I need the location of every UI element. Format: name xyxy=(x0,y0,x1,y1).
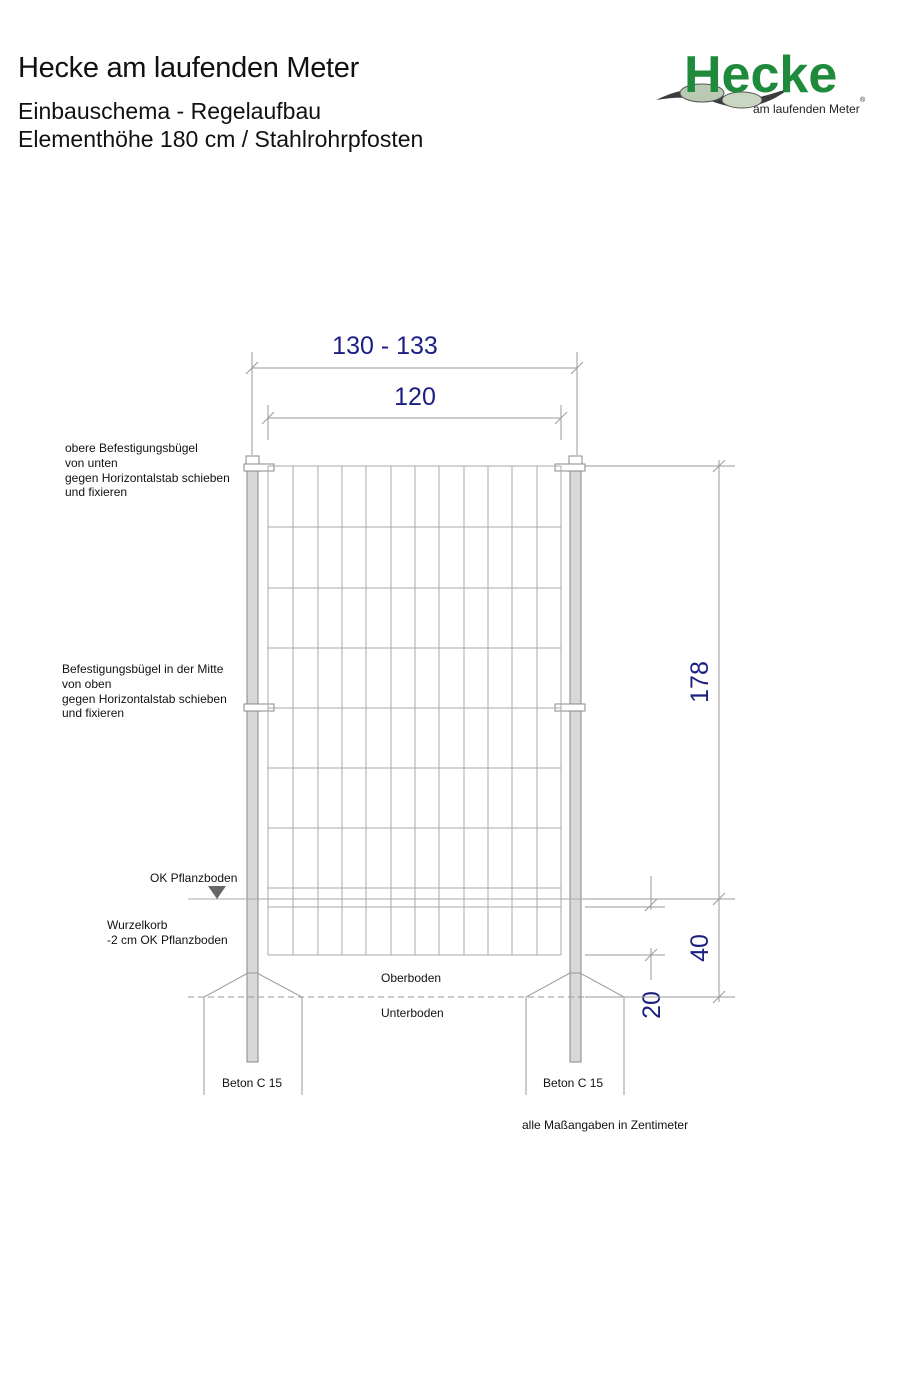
dim-overall-width: 130 - 133 xyxy=(332,332,438,360)
note-line: und fixieren xyxy=(65,485,128,499)
note-line: von oben xyxy=(62,677,112,691)
post-right xyxy=(569,456,582,1062)
page-title: Hecke am laufenden Meter xyxy=(18,52,359,84)
clamp-upper-left xyxy=(244,464,274,471)
note-line: und fixieren xyxy=(62,706,125,720)
note-line: -2 cm OK Pflanzboden xyxy=(107,933,228,947)
page-subtitle: Einbauschema - Regelaufbau xyxy=(18,98,322,124)
dim-topsoil-depth: 20 xyxy=(638,991,666,1019)
dim-root-depth: 40 xyxy=(686,934,714,962)
logo-tagline: am laufenden Meter xyxy=(753,102,860,116)
note-line: von unten xyxy=(65,456,118,470)
logo-registered: ® xyxy=(860,97,866,104)
label-concrete-left: Beton C 15 xyxy=(222,1076,283,1090)
ground-level-marker-icon xyxy=(208,886,226,899)
label-topsoil: Oberboden xyxy=(381,971,442,985)
note-line: gegen Horizontalstab schieben xyxy=(65,471,230,485)
logo-word: Hecke xyxy=(684,46,838,104)
label-units-note: alle Maßangaben in Zentimeter xyxy=(522,1118,689,1132)
note-root-basket xyxy=(107,918,228,947)
hecke-logo xyxy=(656,46,866,116)
note-line: Befestigungsbügel in der Mitte xyxy=(62,662,224,676)
note-middle-clamp xyxy=(62,662,227,720)
post-left xyxy=(246,456,259,1062)
mesh-panel xyxy=(268,466,561,955)
note-line: gegen Horizontalstab schieben xyxy=(62,692,227,706)
note-line: obere Befestigungsbügel xyxy=(65,441,198,455)
dim-panel-width: 120 xyxy=(394,383,436,411)
page-subtitle-2: Elementhöhe 180 cm / Stahlrohrpfosten xyxy=(18,126,424,152)
label-ground-level: OK Pflanzboden xyxy=(150,871,238,885)
note-line: Wurzelkorb xyxy=(107,918,168,932)
note-upper-clamp xyxy=(65,441,230,499)
label-subsoil: Unterboden xyxy=(381,1006,444,1020)
dim-height: 178 xyxy=(686,661,714,703)
label-concrete-right: Beton C 15 xyxy=(543,1076,604,1090)
clamp-upper-right xyxy=(555,464,585,471)
